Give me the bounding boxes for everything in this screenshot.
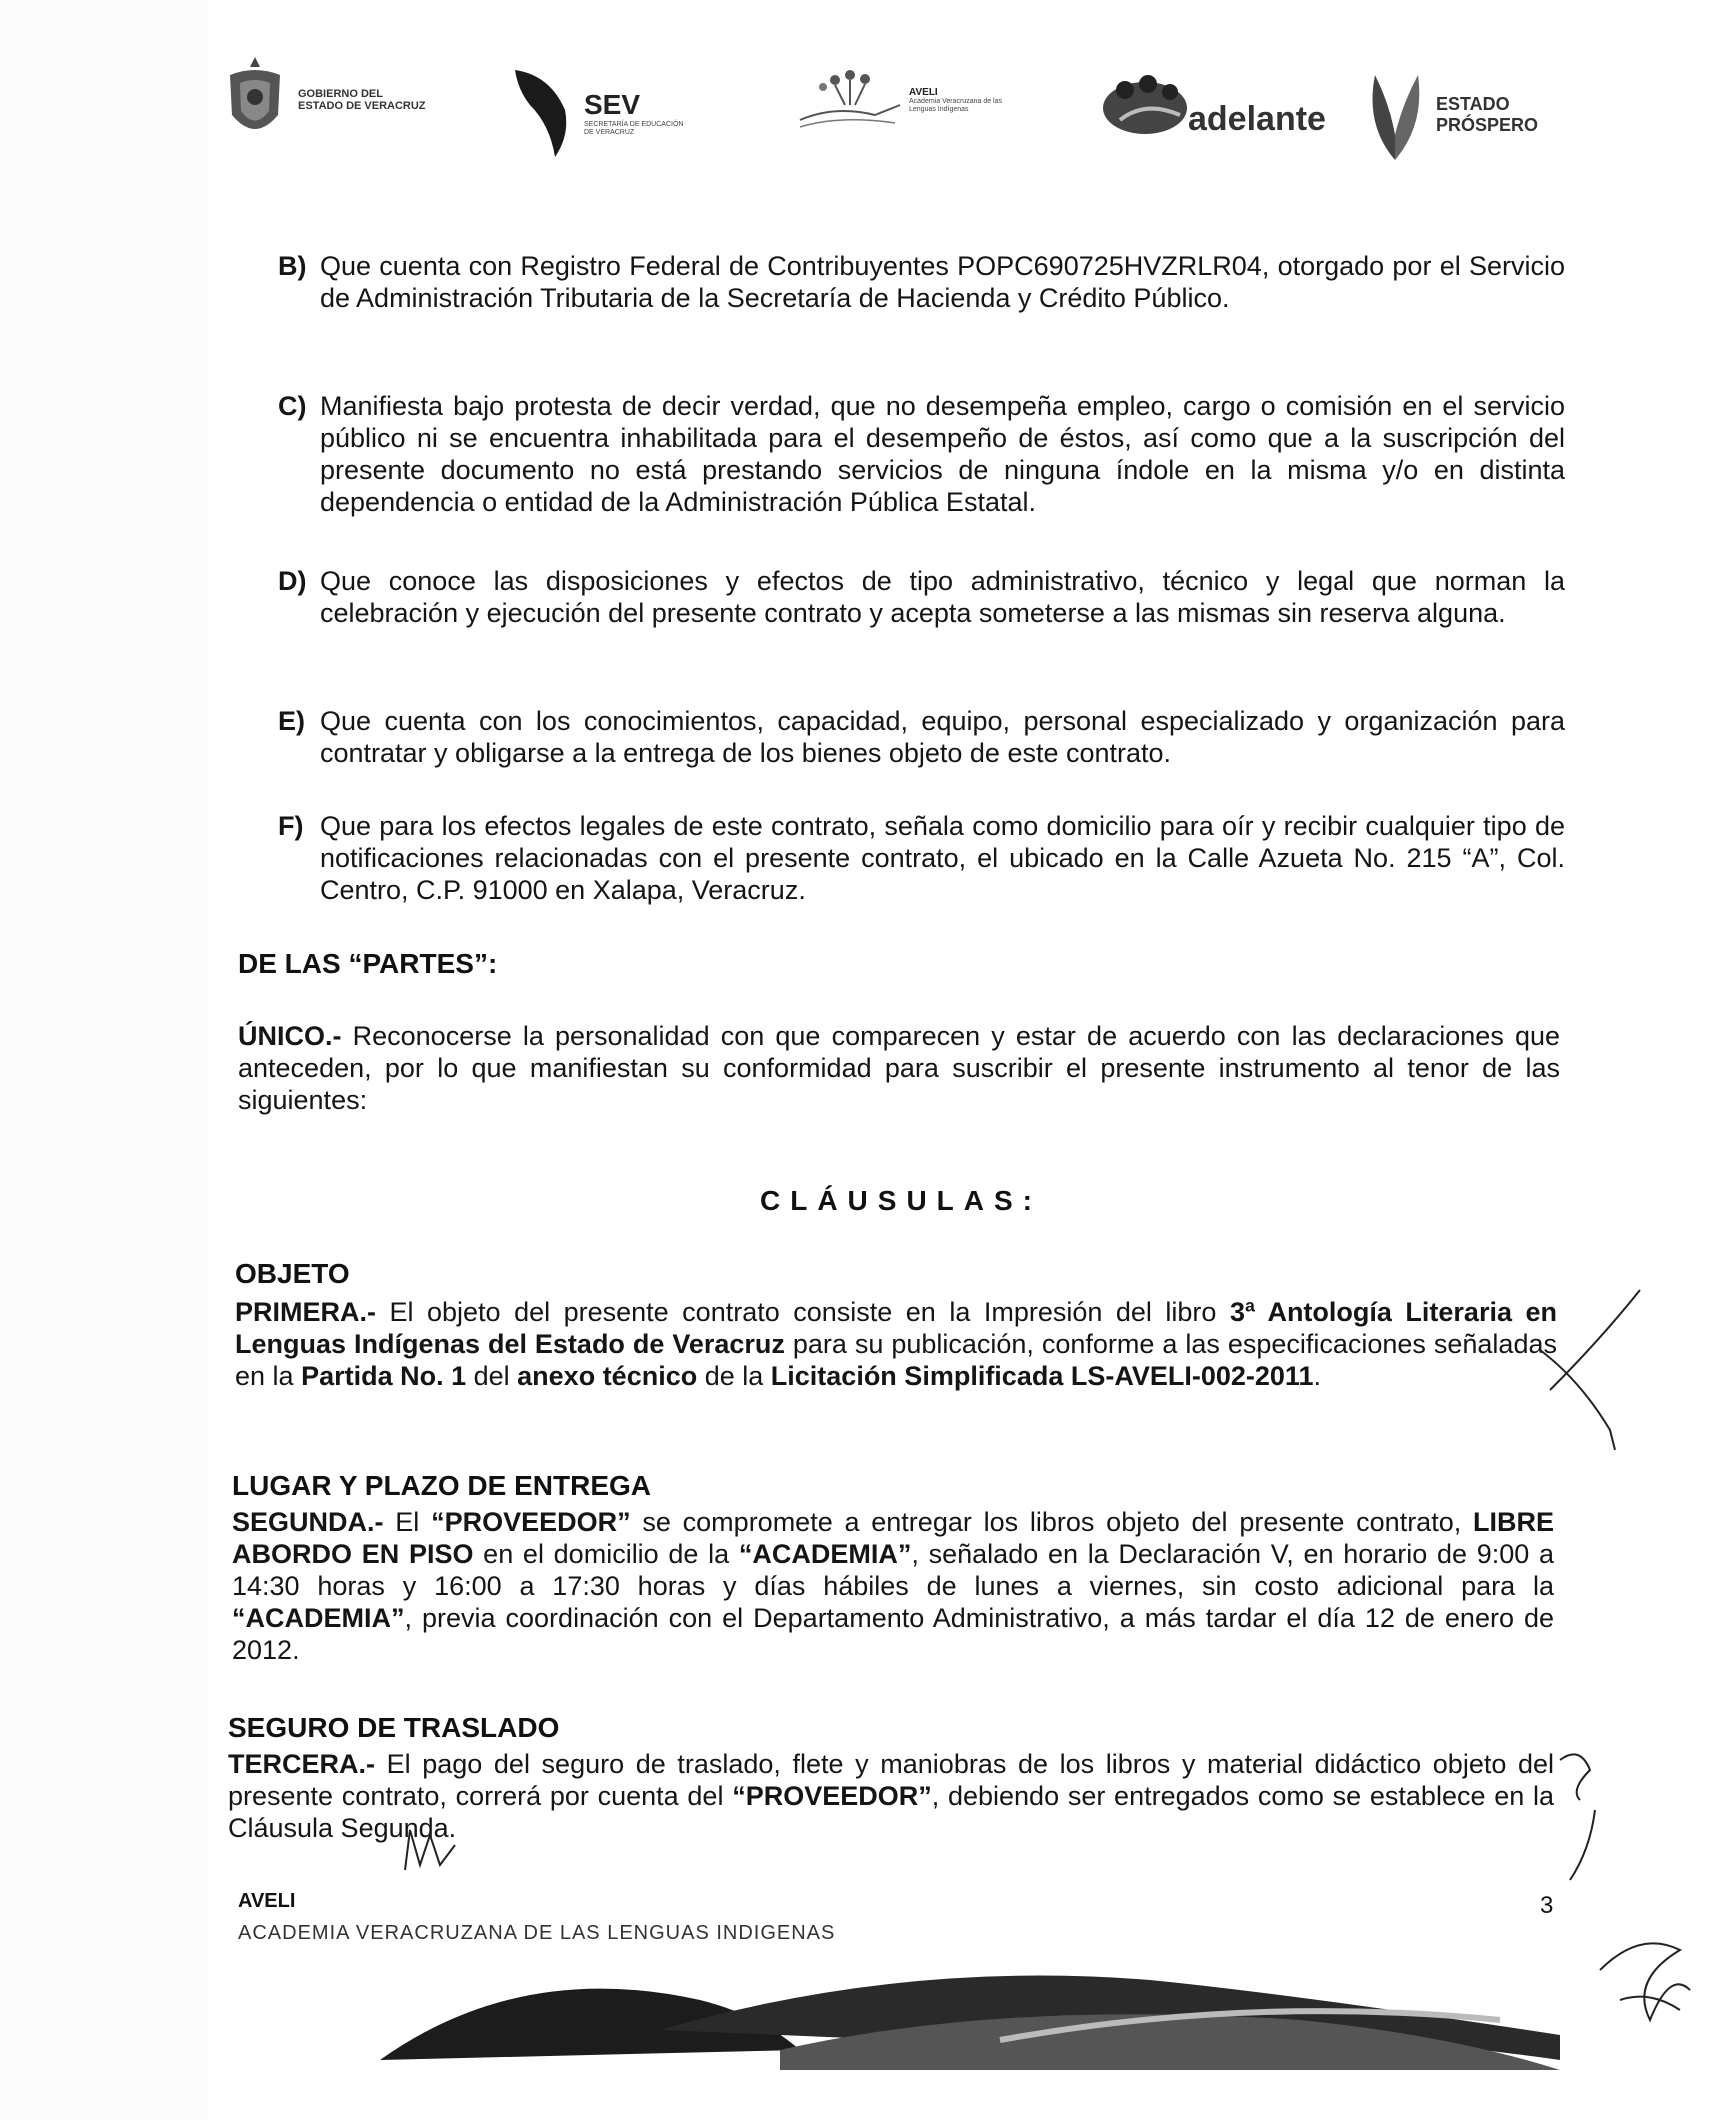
estado-line2: PRÓSPERO xyxy=(1436,115,1539,135)
declaration-d xyxy=(278,565,1565,629)
sev-line1: SECRETARÍA DE EDUCACIÓN xyxy=(584,120,684,128)
sev-line2: DE VERACRUZ xyxy=(584,128,635,136)
declaration-text: Manifiesta bajo protesta de decir verdad, que no desempeña empleo, cargo o comisión en el servicio público ni se encuentra inhabilitada para el desempeño de éstos, así como que a la suscripción del presente documento no está prestando servicios de ninguna índole en la misma y/o en distinta dependencia o entidad de la Administración Pública Estatal. xyxy=(320,391,1565,517)
aveli-logo-line2: Lenguas Indígenas xyxy=(909,105,969,113)
clause-bold-text: “ACADEMIA” xyxy=(738,1539,912,1569)
declaration-b xyxy=(278,250,1565,314)
declaration-letter: B) xyxy=(278,251,307,281)
seguro-heading: SEGURO DE TRASLADO xyxy=(228,1712,560,1743)
declaration-c xyxy=(278,390,1565,518)
sev-title: SEV xyxy=(584,88,641,120)
declaration-letter: D) xyxy=(278,566,307,596)
clause-label: SEGUNDA.- xyxy=(232,1507,384,1537)
clause-primera xyxy=(235,1296,1557,1392)
clause-text: , señalado en la Declaración V, en horario de 9:00 a 14:30 horas y 16:00 a 17:30 horas y días hábiles de lunes a viernes, sin costo adicional para la xyxy=(232,1539,1555,1601)
handwritten-rubric-mark xyxy=(1590,1930,1700,2030)
unico-text: Reconocerse la personalidad con que comparecen y estar de acuerdo con las declaraciones que anteceden, por lo que manifiestan su conformidad para suscribir el presente instrumento al tenor de las siguientes: xyxy=(238,1021,1560,1115)
page-number: 3 xyxy=(1540,1892,1554,1919)
clause-segunda xyxy=(232,1506,1554,1666)
clause-text: de la xyxy=(697,1361,771,1391)
clause-bold-text: LIBRE ABORDO EN PISO xyxy=(232,1507,1554,1569)
adelante-title: adelante xyxy=(1188,99,1326,138)
gobierno-line1: GOBIERNO DEL xyxy=(298,88,383,100)
clause-text: para su publicación, conforme a las especificaciones señaladas en la xyxy=(235,1329,1557,1391)
clause-text: El pago del seguro de traslado, flete y maniobras de los libros y material didáctico objeto del presente contrato, correrá por cuenta del xyxy=(228,1749,1554,1811)
footer-academia: ACADEMIA VERACRUZANA DE LAS LENGUAS INDIGENAS xyxy=(238,1922,836,1944)
aveli-logo-line1: Academia Veracruzana de las xyxy=(909,97,1002,105)
unico-paragraph xyxy=(238,1020,1560,1116)
clause-label: PRIMERA.- xyxy=(235,1297,376,1327)
declaration-text: Que cuenta con los conocimientos, capacidad, equipo, personal especializado y organización para contratar y obligarse a la entrega de los bienes objeto de este contrato. xyxy=(320,706,1565,768)
partes-heading: DE LAS “PARTES”: xyxy=(238,948,498,979)
lugar-heading: LUGAR Y PLAZO DE ENTREGA xyxy=(232,1470,652,1501)
clause-bold-text: “ACADEMIA” xyxy=(232,1603,405,1633)
declaration-letter: C) xyxy=(278,391,307,421)
handwritten-signature-mark xyxy=(1530,1280,1650,1460)
clause-bold-text: “PROVEEDOR” xyxy=(431,1507,631,1537)
clause-text: . xyxy=(1313,1361,1321,1391)
declaration-f xyxy=(278,810,1565,906)
clausulas-title: CLÁUSULAS: xyxy=(760,1185,1042,1216)
clause-label: TERCERA.- xyxy=(228,1749,375,1779)
clause-text: del xyxy=(466,1361,518,1391)
clause-bold-text: 3ª Antología Literaria en Lenguas Indígenas del Estado de Veracruz xyxy=(235,1297,1557,1359)
clause-text: El objeto del presente contrato consiste en la Impresión del libro xyxy=(376,1297,1230,1327)
handwritten-initial-mark xyxy=(1540,1740,1620,1890)
clause-text: , previa coordinación con el Departamento Administrativo, a más tardar el día 12 de enero de 2012. xyxy=(232,1603,1554,1665)
clause-bold-text: “PROVEEDOR” xyxy=(732,1781,932,1811)
footer-aveli: AVELI xyxy=(238,1890,296,1912)
declaration-text: Que conoce las disposiciones y efectos de tipo administrativo, técnico y legal que norman la celebración y ejecución del presente contrato y acepta someterse a las mismas sin reserva alguna. xyxy=(320,566,1565,628)
clause-text: en el domicilio de la xyxy=(473,1539,739,1569)
declaration-letter: F) xyxy=(278,811,304,841)
declaration-e xyxy=(278,705,1565,769)
clause-text: , debiendo ser entregados como se establece en la Cláusula Segunda. xyxy=(228,1781,1554,1843)
aveli-logo-title: AVELI xyxy=(909,86,938,98)
declaration-text: Que para los efectos legales de este contrato, señala como domicilio para oír y recibir cualquier tipo de notificaciones relacionadas con el presente contrato, el ubicado en la Calle Azueta No. 215 “A”, Col. Centro, C.P. 91000 en Xalapa, Veracruz. xyxy=(320,811,1565,905)
footer-wave-graphic xyxy=(0,1940,1728,2080)
clause-bold-text: Partida No. 1 xyxy=(301,1361,467,1391)
unico-label: ÚNICO.- xyxy=(238,1021,342,1051)
gobierno-line2: ESTADO DE VERACRUZ xyxy=(298,100,426,112)
clause-bold-text: Licitación Simplificada LS-AVELI-002-2011 xyxy=(770,1361,1314,1391)
declaration-text: Que cuenta con Registro Federal de Contribuyentes POPC690725HVZRLR04, otorgado por el Servicio de Administración Tributaria de la Secretaría de Hacienda y Crédito Público. xyxy=(320,251,1565,313)
handwritten-scribble-mark xyxy=(400,1820,500,1880)
declaration-letter: E) xyxy=(278,706,305,736)
clause-text: El xyxy=(383,1507,432,1537)
clause-bold-text: anexo técnico xyxy=(517,1361,698,1391)
objeto-heading: OBJETO xyxy=(235,1258,350,1289)
clause-text: se compromete a entregar los libros objeto del presente contrato, xyxy=(630,1507,1473,1537)
estado-line1: ESTADO xyxy=(1436,94,1510,114)
